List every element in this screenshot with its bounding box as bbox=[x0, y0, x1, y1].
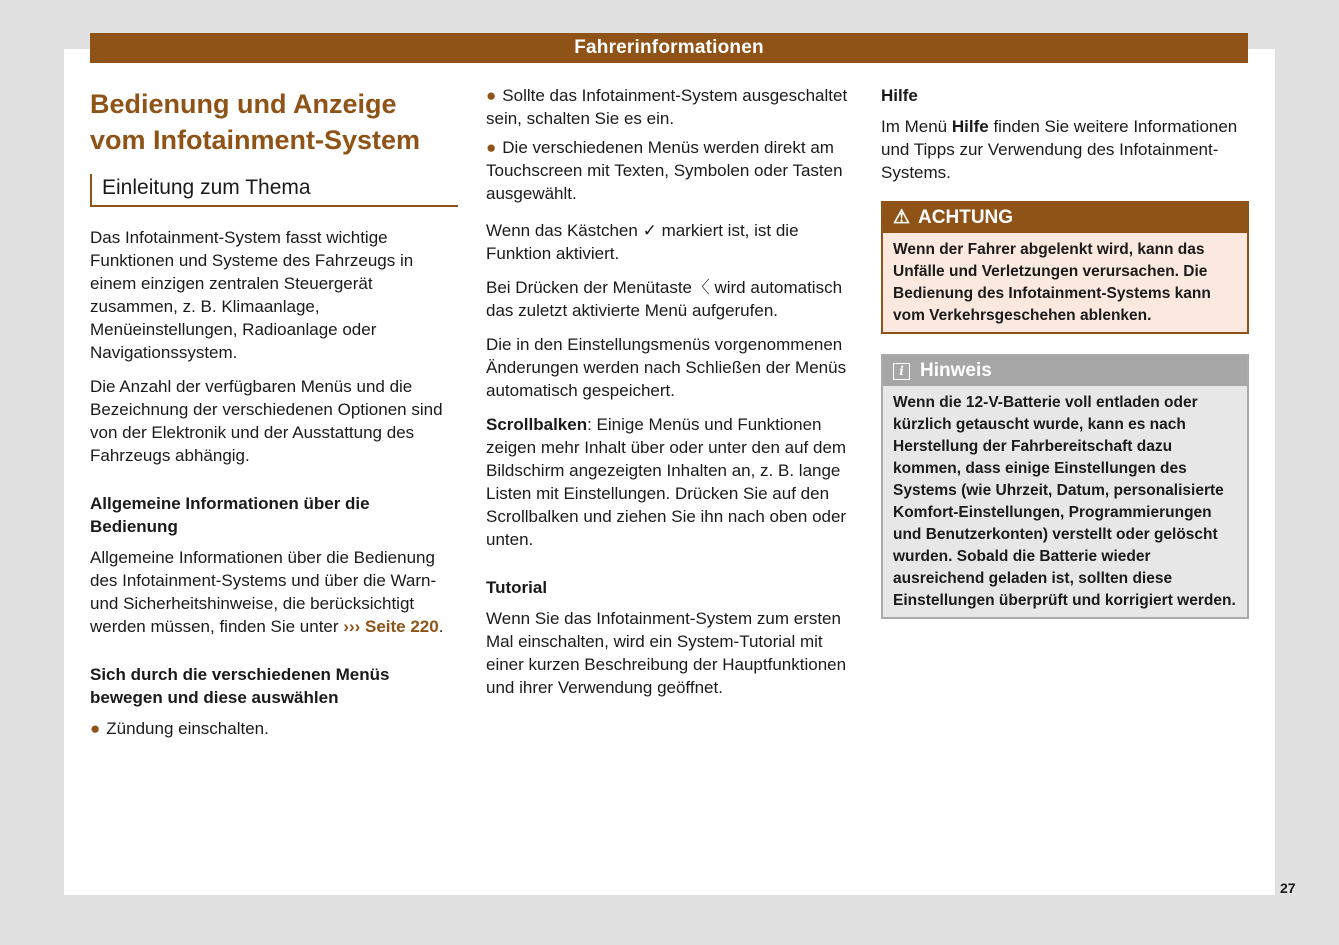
warning-header: ⚠ ACHTUNG bbox=[883, 203, 1247, 233]
subheading-navigate-menus: Sich durch die verschiedenen Menüs bewegen und diese auswählen bbox=[90, 665, 390, 707]
bullet-icon: ● bbox=[486, 138, 497, 157]
page-title: Bedienung und Anzeige vom Infotainment-System bbox=[90, 89, 421, 155]
column-left bbox=[90, 84, 458, 746]
warning-triangle-icon: ⚠ bbox=[893, 207, 911, 228]
scrollbar-paragraph: Scrollbalken: Einige Menüs und Funktionen zeigen mehr Inhalt über oder unter den auf dem Bildschirm angezeigten Inhalten an, z. B. lange Listen mit Einstellungen. Drücken Sie auf den Scrollbalken und ziehen Sie ihn nach oben oder unten. bbox=[486, 415, 847, 549]
list-item: ● Zündung einschalten. bbox=[90, 719, 269, 738]
bullet-icon: ● bbox=[486, 86, 497, 105]
subheading-general-info: Allgemeine Informationen über die Bedienung bbox=[90, 494, 370, 536]
note-text: Wenn die 12-V-Batterie voll entladen oder kürzlich getauscht wurde, kann es nach Herstellung der Fahrbereitschaft dazu kommen, dass einige Einstellungen des Systems (wie Uhrzeit, Datum, personalisierte Komfort-Einstellungen, Programmierungen und Benutzerkonten) verstellt oder gelöscht wurden. Sobald die Batterie wieder ausreichend geladen ist, sollten diese Einstellungen überprüft und korrigiert werden. bbox=[883, 386, 1247, 617]
checkbox-paragraph: Wenn das Kästchen ✓ markiert ist, ist die Funktion aktiviert. bbox=[486, 221, 799, 263]
checkmark-icon: ✓ bbox=[642, 221, 657, 240]
warning-text: Wenn der Fahrer abgelenkt wird, kann das Unfälle und Verletzungen verursachen. Die Bedienung des Infotainment-Systems kann vom Verkehrsgeschehen ablenken. bbox=[883, 233, 1247, 332]
list-item: ● Sollte das Infotainment-System ausgeschaltet sein, schalten Sie es ein. bbox=[486, 86, 848, 128]
info-icon: i bbox=[893, 363, 910, 380]
general-info-paragraph: Allgemeine Informationen über die Bedienung des Infotainment-Systems und über die Warn- und Sicherheitshinweise, die berücksichtigt werden müssen, finden Sie unter ››› Seite 220. bbox=[90, 548, 444, 636]
tutorial-paragraph: Wenn Sie das Infotainment-System zum ersten Mal einschalten, wird ein System-Tutorial mit einer kurzen Beschreibung der Hauptfunktionen und ihrer Verwendung geöffnet. bbox=[486, 609, 847, 697]
menu-key-paragraph: Bei Drücken der Menütaste 〈 wird automatisch das zuletzt aktivierte Menü aufgerufen. bbox=[486, 278, 843, 320]
chapter-header: Fahrerinformationen bbox=[90, 33, 1248, 63]
note-header: i Hinweis bbox=[883, 356, 1247, 386]
column-right bbox=[881, 84, 1249, 639]
note-box bbox=[881, 354, 1249, 619]
settings-save-paragraph: Die in den Einstellungsmenüs vorgenommenen Änderungen werden nach Schließen der Menüs automatisch gespeichert. bbox=[486, 335, 847, 400]
back-key-icon: 〈 bbox=[692, 278, 710, 297]
page-number: 27 bbox=[1280, 880, 1296, 896]
page-reference-link[interactable]: ››› Seite 220 bbox=[343, 617, 439, 636]
help-paragraph: Im Menü Hilfe finden Sie weitere Informationen und Tipps zur Verwendung des Infotainment-Systems. bbox=[881, 117, 1238, 182]
menus-paragraph: Die Anzahl der verfügbaren Menüs und die Bezeichnung der verschiedenen Optionen sind von der Elektronik und der Ausstattung des Fahrzeugs abhängig. bbox=[90, 377, 443, 465]
section-title: Einleitung zum Thema bbox=[90, 174, 458, 207]
subheading-help: Hilfe bbox=[881, 86, 918, 105]
subheading-tutorial: Tutorial bbox=[486, 578, 548, 597]
bullet-icon: ● bbox=[90, 719, 101, 738]
column-middle bbox=[486, 84, 854, 710]
list-item: ● Die verschiedenen Menüs werden direkt am Touchscreen mit Texten, Symbolen oder Tasten ausgewählt. bbox=[486, 138, 843, 203]
intro-paragraph: Das Infotainment-System fasst wichtige Funktionen und Systeme des Fahrzeugs in einem einzigen zentralen Steuergerät zusammen, z. B. Klimaanlage, Menüeinstellungen, Radioanlage oder Navigationssystem. bbox=[90, 228, 414, 362]
warning-box bbox=[881, 201, 1249, 334]
